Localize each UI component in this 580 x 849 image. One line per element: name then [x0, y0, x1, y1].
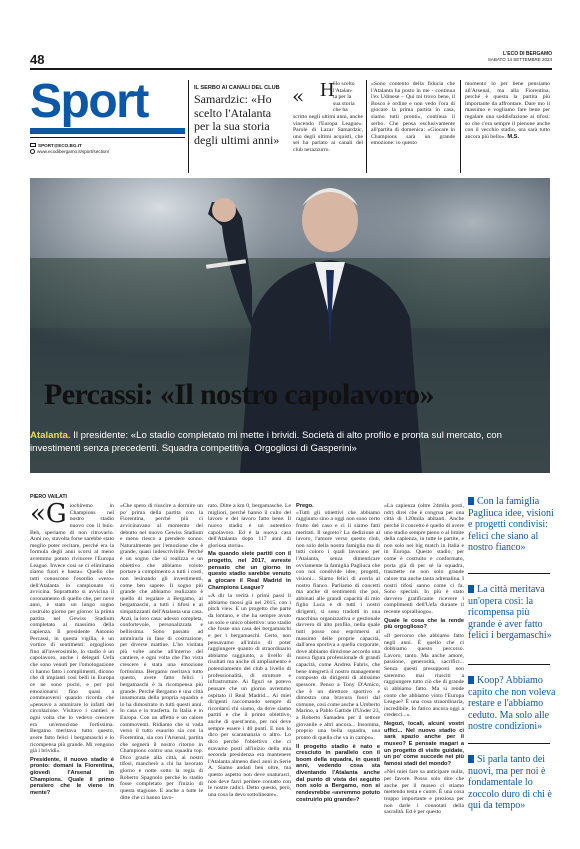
quote-mark-icon: « — [292, 84, 305, 108]
pull-quote: La città meritava un'opera così: la ricompensa più grande è aver fatto felici i bergamaschi» — [468, 584, 552, 642]
box-column-3: momento lo per bene pensiamo all'Arsenal, ma alla Fiorentina, perché è questa la partita più importante da affrontare. Dare mo il massimo e vogliamo fare bene per regalare una soddisfazione ai tifosi: so che c'era sempre il pienone anche con il vecchio stadio, ora sarà tutto ancora più bello». M.S. — [465, 81, 550, 140]
box-headline: Samardzic: «Ho scelto l'Atalanta per la sua storia degli ultimi anni» — [194, 92, 280, 147]
hero-headline: Percassi: «Il nostro capolavoro» — [44, 378, 434, 411]
pull-quote: Con la famiglia Pagliuca idee, visioni e progetti condivisi: felici che siano al nostro fianco» — [468, 496, 554, 554]
page-number: 48 — [30, 52, 45, 67]
article-column-4: Prego. «Tutti gli obiettivi che abbiamo raggiunto sino a oggi non sono certo frutto del caso e ci li siamo fatti meritati. Il segreto? La dedizione al lavoro, l'amore verso questo club, non solo della nostra famiglia ma di tutti coloro i quali lavorano per l'Atalanta, senza dimenticare ovviamente la famiglia Pagliuca che con noi condivide idee, progetti, visioni... Siamo felici di averla al nostro fianco. Parliamo di concetti ma anche di sentimenti che poi, abbinati alle grandi capacità di mio figlio Luca e di tutti i nostri dirigenti, si sono tradotti in una macchina organizzativa e gestionale davvero di alto profilo, nella quale tutti posso ono esprimersi al massimo delle proprie capacità, dall'area sportiva a quella corporate, dove abbiamo direzione accordo una nuova figura professionale di grandi capacità, come Andrea Fabris, che bene integrerà il nostro management composto da dirigenti di altissimo spessore. Penso a Tony D'Amico, che è un direttore sportivo e dimostra una bravura fuori dal comune, così come anche a Umberto Marino, a Pablo Gattide ll'Under 23, a Roberto Samaden per il settore giovanile e altri ancora... Insomma, proprio una bella squadra, una pronto di quella che va in campo». Il progetto stadio è nato e cresciuto in parallelo con il boom della squadra, in questi anni, vedendo cosa sta diventando l'Atalanta anche dal punto di vista dei seguito non solo a Bergamo, non si rendevrebbe «avremmo potuto costruirlo più grande»? — [296, 503, 381, 803]
quote-bar-icon — [468, 497, 474, 505]
box-dropcap: H — [320, 79, 335, 101]
article-column-5: «La capienza (oltre 24mila posti, ndr) direi che è congrua per una città di 120mila abitanti. Anche perché il concetto è quello di avere uno stadio sempre pieno o al limite della capienza, in tutte le partite, e non solo nei big match in Italia e in Europa. Questo stadio, per come è costruito e conformato, porta già di per sé la squadra, trasmette ne non solo grande calore ma anche tanta adrenalina. I nostri tifosi sanno come ci fa. Sono speciali. In più è stato davvero gratificante ricevere i complimenti dell'Uefa durante il recente sopralluogo». Quale le cosa che la rende più orgoglioso? «Il percorso che abbiamo fatto negli anni. È quello che ci dobbiamo questo percorso. Lavoro, tanto. Ma anche amore, passione, generosità, sacrifici... Senza questi presupposti non saremmo mai riusciti a raggiungere tutto ciò che di grande si abbiamo fatto. Ma si rende conto che abbiamo vinto l'Europa League? È una cosa straordinaria, incredibile. Io fatico ancora oggi a crederci...». Negozi, locali, alcuni vostri uffici... Nel nuovo stadio ci sarà spazio anche per il museo? E pensate magari a un progetto di visite guidate, un po' come succede nei più famosi stadi del mondo? «Nei miei fare sa anticipare nulla, per favore. Posso solo dire che anche per il museo ci stiamo mettendo testa e cuore. È una cosa troppo importante e preziosa per non darle i connotati della sacralità. Ed è per questo — [384, 503, 464, 816]
article-column-1: «G iochiremo in Champions nel nostro stadio nuovo con il buio. Beh, speriamo di non ritrovarlo. Anni no, stavolta forse sarebbe stato meglio poter recitare, perché era la formula degli anni scorsi al meno avremmo potuto rivincere l'Europa League. Invece così se ci eliminano siamo fuori e basta». Quello che tutti conoscono l'esordio «vero» dell'Atalanta in campionato si avvicina. Soprattutto si avvicina il coronamento di quello che, per nove anni, è stato un lungo sogno costruito giorno per giorno: la prima partita nel Gewiss Stadium completato al massimo della capienza. Il presidente Antonio Percassi, in questa vigilia, è un vortice di sentimenti: orgoglioso fino all'inverosimile, lo stadio è un capolavoro, anche i delegati Uefa che sono venuti per l'omologazione ci hanno fatto i complimenti, dicono che di impianti così belli in Europa ce ne sono pochi, e per poi emozionarsi fino quasi a commuoversi quando ricorda che «pensavo a ammirare lo infatti del circolazione. Visitavo i cantieri e ogni volta che lo vedevo crescere era un'emozione fortissima. Bergamo meritava tutto questo, avere fatto felici i bergamaschi e lo ricompensa più grande. Mi vengono già i brividi». Presidente, il nuovo stadio è pronto: domani la Fiorentina, giovedì l'Arsenal in Champions. Quale il primo pensiero che le viene in mente? — [30, 499, 114, 796]
pull-rule — [468, 573, 550, 574]
dropcap: «G — [30, 499, 67, 529]
article-column-3: rato. Ditte a km 0, bergamasche. Le migliori, perché hanno il culto del lavoro e del lavoro fatto bene. Il nuovo stadio è un autentico capolavoro. Ed è la nuova casa dell'Atalanta dopo 117 anni di gloriosa storia». Ma quando siete partiti con il progetto, nel 2017, avreste pensato che un giorno in questo stadio sarebbe venuto a giocare il Real Madrid in Champions League? «A dir la verità i primi passi li abbiamo mossi già nel 2015, con i pitch view. E un progetto che parte da lontano, e che ha sempre avuto un solo e unico obiettivo: uno stadio che fosse una casa dei bergamaschi e per i bergamaschi. Certo, non pensavamo all'inizio di poter raggiungere quanto di straordinario abbiamo raggiunto, a livello di risultati ma anche di ampliamento e potenziamento del club a livello di professionalità, di strutture e infrastrutture. Ai figuri se potevo pensare che un giorno avremmo ospitato il Real Madrid... Ai miei dirigenti raccomando sempre di ricordarsi chi siamo, da dove siamo partiti e che il primo obiettivo, anche di quest'anno, per noi deve sempre essere i 40 punti. E non lo dico per scaramanzia o altro. Lo dico perché l'obiettivo che ci eravamo posti all'inizio della mia seconda presidenza era mantenere l'Atalanta almeno dieci anni in Serie A. Siamo andati ben oltre, ma questo aspetto non deve snaturarci, non deve farci perdere contatto con le nostre radici. Detto questo, però, una cosa la devo sottolineare». — [208, 503, 291, 798]
pull-quote: Si parla tanto dei nuovi, ma per noi è fondamentale lo zoccolo duro di chi è qui da tempo» — [468, 754, 552, 812]
pull-quote: Koop? Abbiamo capito che non voleva restare e l'abbiamo ceduto. Ma solo alle nostre condizioni» — [468, 675, 556, 733]
pull-rule — [468, 664, 550, 665]
section-email[interactable]: SPORT@ECO.BG.IT — [38, 143, 82, 148]
hero-photo — [30, 178, 550, 473]
mail-icon — [30, 143, 36, 147]
box-signature: M.S. — [507, 133, 520, 140]
section-url[interactable]: www.ecodibergamo.it/sport/section/ — [37, 149, 110, 154]
quote-bar-icon — [468, 755, 474, 763]
web-icon — [30, 149, 35, 154]
masthead — [488, 51, 552, 63]
hero-tag: Atalanta. — [30, 430, 71, 441]
section-rule — [30, 137, 185, 138]
box-column-1: scritto negli ultimi anni, anche vincendo l'Europa League». Parole di Lazar Samardzic, uno degli ultimi acquisti, che sei ha parlato ai canali del club nerazzurro. — [293, 114, 363, 153]
box-col-rule-1 — [366, 80, 367, 173]
hero-subhead: Atalanta. Il presidente: «Lo stadio completato mi mette i brividi. Società di alto profilo e pronta sul mercato, con investimenti senza precedenti. Squadra competitiva. Orgogliosi di Gasperini» — [30, 430, 502, 454]
quote-bar-icon — [468, 676, 474, 684]
box-column-2: «Sono contento della fiducia che l'Atalanta ha posto in me - continua l'ex Udinese – Qui mi trovo bene, il Bosco è ordine e non vedo l'ora di giocare la prima partita in casa, siamo tutti pronti», continua il serbo. Che pensa esclusivamente all'partita di domenica: «Giocare in Champions sarà un grande emozione: io questo — [371, 81, 455, 147]
box-kicker: IL SERBO AI CANALI DEL CLUB — [194, 85, 280, 91]
quote-bar-icon — [468, 585, 474, 593]
section-title: Sport — [30, 75, 148, 128]
pull-rule — [468, 743, 550, 744]
box-left-rule — [188, 80, 189, 173]
issue-date: SABATO 14 SETTEMBRE 2024 — [487, 57, 552, 62]
section-bar — [30, 128, 185, 134]
box-col-rule-2 — [460, 80, 461, 173]
box-column-1-top: Ho scelto l'Atalan- ta per la sua storia che ha — [333, 81, 355, 114]
top-rule — [30, 68, 552, 70]
byline: PIERO VAILATI — [30, 494, 67, 500]
section-contact — [30, 143, 109, 155]
stadium-photo-illustration — [30, 178, 550, 473]
paper-name: L'ECO DI BERGAMO — [503, 51, 552, 57]
article-column-2: «Che spero di riuscire a dormire un po' prima della partita con la Fiorentina, perché più ci avvicinavano al momento del debutto nel nuovo Gewiss Stadium e meno riesco a prendere sonno. Naturalmente per l'emozione che è grande, quasi indescrivibile. Perché è un sogno che si realizza e un obiettivo che abbiamo voluto portare a compimento a tutti i costi, non lesinando gli investimenti, come ben sapete. Il sogno più grande che abbiamo realizzato è quello di regalare a Bergamo, ai bergamaschi, a tutti i tifosi e ai simpatizzanti dell'Atalanta una casa. Anzi, la loro casa: adesso completa, confortevole, personalizzata e bellissima. Sono passato ad ammirarla in fase di costruzione, per diverse mattine. L'ho visitata più volte anche all'interno del cantiere, e ogni volta che l'ho vista crescere è stata una emozione fortissima. Bergamo meritava tutto questo, avere fatto felici i bergamaschi è la ricompensa più grande. Perché Bergamo è una città innamorata della propria squadra e lo ha dimostrato in tutti questi anni. In casa e in trasferta. In Italia e in Europa. Con un affetto e un calore commoventi. Ridiamo che si vada verso il tutto esaurito sia con la Fiorentina, sia con l'Arsenal, partita che segnerà il nostro ritorno in Champions contro una squadra top. Dico grazie alla città, ai nostri tifosi, mancherò a chi ha lavorato giorno e notte sotto la regia di Roberto Spagnolo perché lo stadio fosse completato per l'inizio di questa stagione. E anche a tutte le ditte che ci hanno lavo- — [120, 503, 203, 801]
